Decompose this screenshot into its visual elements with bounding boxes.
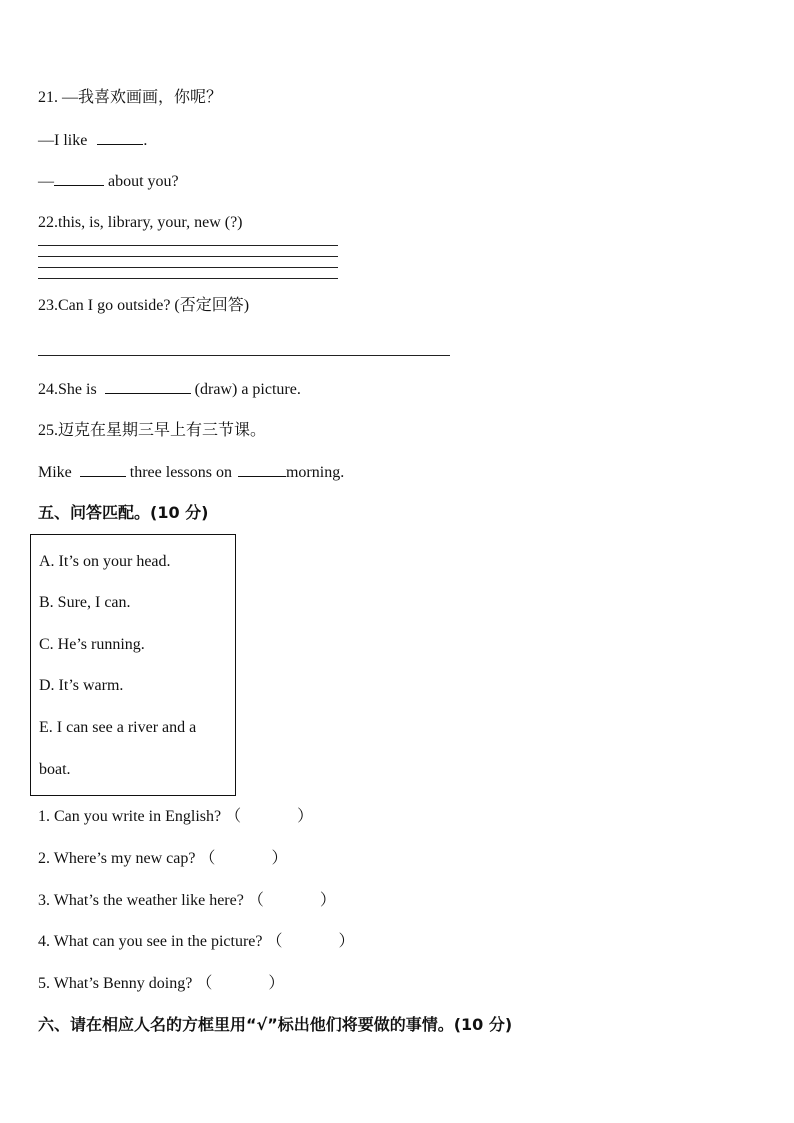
option-e: E. I can see a river and a	[39, 719, 197, 736]
q25-part2: three lessons on	[129, 464, 232, 481]
q21-line2-prefix: —	[38, 173, 54, 190]
q22-answer-line-4[interactable]	[38, 278, 338, 279]
q24-suffix: (draw) a picture.	[194, 381, 301, 398]
q21-line2	[38, 171, 179, 192]
q24-blank[interactable]	[105, 379, 191, 394]
q24-prefix: 24.She is	[38, 381, 97, 398]
q21-line1	[38, 130, 147, 151]
q23-answer-line[interactable]	[38, 355, 450, 356]
option-c: C. He’s running.	[39, 636, 145, 653]
answer-paren-close: ）	[338, 933, 355, 950]
q22-answer-line-2[interactable]	[38, 256, 338, 257]
answer-paren-close: ）	[271, 850, 288, 867]
q24-line	[38, 379, 301, 400]
answer-paren-open: （	[266, 933, 283, 950]
q22-answer-line-1[interactable]	[38, 245, 338, 246]
q25-prompt: 25.迈克在星期三早上有三节课。	[38, 422, 267, 439]
match-question-2	[38, 849, 287, 869]
answer-paren-open: （	[199, 850, 216, 867]
q25-line	[38, 462, 344, 483]
q22-answer-line-3[interactable]	[38, 267, 338, 268]
match-question-text: 4. What can you see in the picture?	[38, 933, 263, 950]
option-b: B. Sure, I can.	[39, 594, 131, 611]
option-a: A. It’s on your head.	[39, 553, 171, 570]
match-question-4	[38, 932, 355, 952]
q22-prompt: 22.this, is, library, your, new (?)	[38, 214, 243, 231]
match-question-1	[38, 807, 313, 827]
option-d: D. It’s warm.	[39, 677, 124, 694]
answer-paren-open: （	[196, 975, 213, 992]
q21-line1-prefix: —I like	[38, 132, 88, 149]
q25-part3: morning.	[285, 464, 345, 481]
q25-blank-1[interactable]	[80, 462, 126, 477]
q21-blank-2[interactable]	[54, 171, 104, 186]
q21-line1-suffix: .	[143, 132, 148, 149]
answer-paren-close: ）	[268, 975, 285, 992]
answer-options-box	[30, 534, 236, 796]
match-question-5	[38, 974, 284, 994]
q25-part1: Mike	[38, 464, 72, 481]
answer-paren-close: ）	[297, 808, 314, 825]
q21-line2-suffix: about you?	[108, 173, 179, 190]
match-question-text: 1. Can you write in English?	[38, 808, 222, 825]
match-question-text: 2. Where’s my new cap?	[38, 850, 196, 867]
match-question-3	[38, 891, 336, 911]
section5-heading: 五、问答匹配。(10 分)	[38, 503, 209, 522]
answer-paren-open: （	[247, 892, 264, 909]
answer-paren-close: ）	[319, 892, 336, 909]
answer-paren-open: （	[225, 808, 242, 825]
q21-prompt: 21. —我喜欢画画，你呢？	[38, 89, 223, 106]
option-e-continued: boat.	[39, 761, 71, 778]
section6-heading: 六、请在相应人名的方框里用“√”标出他们将要做的事情。(10 分)	[38, 1015, 513, 1034]
q23-prompt: 23.Can I go outside? (否定回答)	[38, 297, 250, 314]
match-question-text: 3. What’s the weather like here?	[38, 892, 244, 909]
q21-blank-1[interactable]	[97, 130, 143, 145]
q25-blank-2[interactable]	[238, 462, 286, 477]
match-question-text: 5. What’s Benny doing?	[38, 975, 193, 992]
